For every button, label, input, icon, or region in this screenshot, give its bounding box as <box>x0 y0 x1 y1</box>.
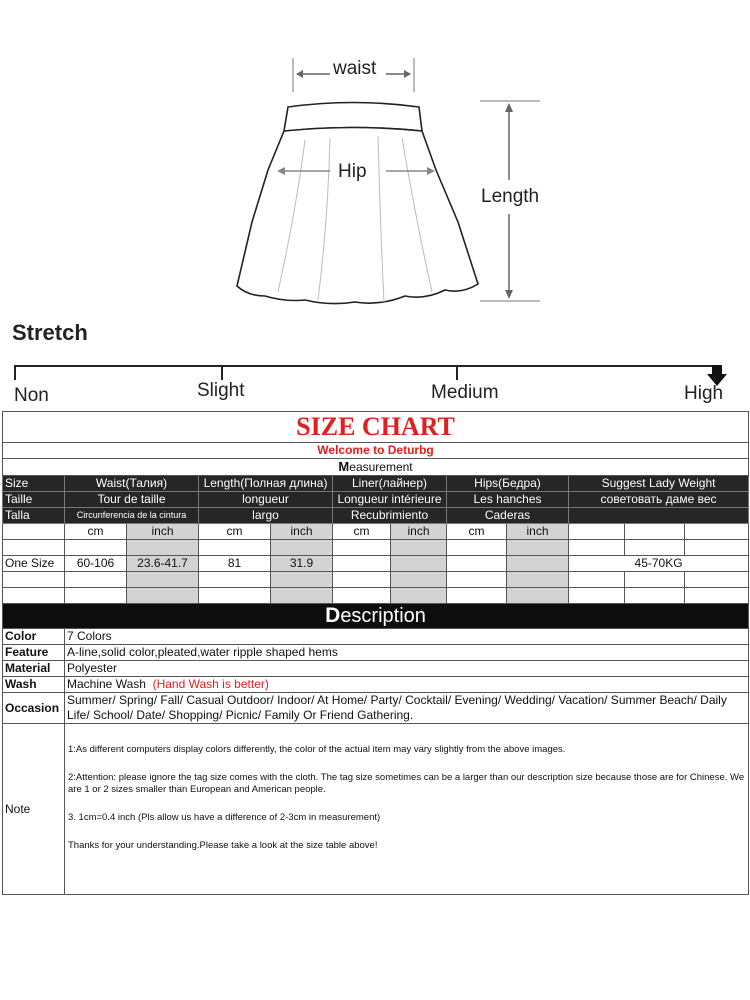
unit-cell: cm <box>65 524 127 540</box>
description-row-color <box>3 629 749 645</box>
note-item: Thanks for your understanding.Please take a look at the size table above! <box>68 840 378 851</box>
table-row <box>3 572 749 588</box>
material-value: Polyester <box>65 661 749 677</box>
occasion-label: Occasion <box>3 693 65 724</box>
header-row-fr <box>3 492 749 508</box>
size-value: One Size <box>3 556 65 572</box>
header-row-es <box>3 508 749 524</box>
header-liner: Liner(лайнер) <box>333 476 447 492</box>
unit-row <box>3 524 749 540</box>
header-es-size: Talla <box>3 508 65 524</box>
wash-note: (Hand Wash is better) <box>152 677 269 691</box>
length-label: Length <box>481 186 540 207</box>
unit-cell: cm <box>447 524 507 540</box>
unit-cell: inch <box>391 524 447 540</box>
unit-cell: inch <box>271 524 333 540</box>
stretch-level-slight: Slight <box>197 380 245 401</box>
welcome-text: Welcome to Deturbg <box>3 443 749 459</box>
measurement-heading: Measurement <box>3 459 749 476</box>
color-label: Color <box>3 629 65 645</box>
weight-value: 45-70KG <box>569 556 749 572</box>
header-fr-size: Taille <box>3 492 65 508</box>
occasion-value: Summer/ Spring/ Fall/ Casual Outdoor/ Indoor/ At Home/ Party/ Cocktail/ Evening/ Wedding/ Vacation/ Summer Beach/ Daily Life/ School/ Date/ Shopping/ Picnic/ Family Or Friend Gathering. <box>65 693 749 724</box>
table-row <box>3 540 749 556</box>
header-waist: Waist(Талия) <box>65 476 199 492</box>
unit-cell: cm <box>199 524 271 540</box>
skirt-measurement-diagram <box>0 0 750 320</box>
note-item: 2:Attention: please ignore the tag size comes with the cloth. The tag size sometimes can be a larger than our description size because those are for Chinese. We are 1 or 2 sizes smaller than European and American people. <box>68 772 745 795</box>
stretch-level-high: High <box>684 383 724 404</box>
waist-inch-value: 23.6-41.7 <box>127 556 199 572</box>
header-row-en <box>3 476 749 492</box>
unit-cell <box>685 524 749 540</box>
waist-label: waist <box>333 58 377 79</box>
header-es-weight <box>569 508 749 524</box>
unit-cell: inch <box>507 524 569 540</box>
unit-cell <box>3 524 65 540</box>
color-value: 7 Colors <box>65 629 749 645</box>
size-chart-title: SIZE CHART <box>3 412 749 443</box>
note-item: 1:As different computers display colors differently, the color of the actual item may vary slightly from the above images. <box>68 744 566 755</box>
hips-cm-value <box>447 556 507 572</box>
stretch-scale <box>0 318 750 408</box>
table-row <box>3 556 749 572</box>
size-chart-table <box>2 411 749 895</box>
header-es-waist: Circunferencia de la cintura <box>65 508 199 524</box>
header-fr-length: longueur <box>199 492 333 508</box>
stretch-level-medium: Medium <box>431 382 499 403</box>
header-es-hips: Caderas <box>447 508 569 524</box>
description-row-material <box>3 661 749 677</box>
description-row-occasion <box>3 693 749 724</box>
header-fr-liner: Longueur intérieure <box>333 492 447 508</box>
unit-cell: inch <box>127 524 199 540</box>
header-hips: Hips(Бедра) <box>447 476 569 492</box>
description-heading: Description <box>3 604 749 629</box>
wash-value: Machine Wash (Hand Wash is better) <box>65 677 749 693</box>
liner-inch-value <box>391 556 447 572</box>
header-es-length: largo <box>199 508 333 524</box>
skirt-outline-drawing <box>0 0 750 320</box>
table-row <box>3 588 749 604</box>
description-row-wash <box>3 677 749 693</box>
unit-cell <box>625 524 685 540</box>
feature-value: A-line,solid color,pleated,water ripple shaped hems <box>65 645 749 661</box>
description-row-note <box>3 724 749 895</box>
header-length: Length(Полная длина) <box>199 476 333 492</box>
header-fr-waist: Tour de taille <box>65 492 199 508</box>
stretch-level-non: Non <box>14 385 49 406</box>
feature-label: Feature <box>3 645 65 661</box>
length-cm-value: 81 <box>199 556 271 572</box>
note-text <box>65 724 749 895</box>
waist-cm-value: 60-106 <box>65 556 127 572</box>
stretch-scale-line <box>0 318 750 408</box>
note-label: Note <box>3 724 65 895</box>
stretch-title: Stretch <box>12 320 88 345</box>
hips-inch-value <box>507 556 569 572</box>
header-fr-weight: советовать даме вес <box>569 492 749 508</box>
description-row-feature <box>3 645 749 661</box>
hip-label: Hip <box>338 161 367 182</box>
material-label: Material <box>3 661 65 677</box>
header-weight: Suggest Lady Weight <box>569 476 749 492</box>
wash-label: Wash <box>3 677 65 693</box>
header-size: Size <box>3 476 65 492</box>
unit-cell <box>569 524 625 540</box>
liner-cm-value <box>333 556 391 572</box>
length-inch-value: 31.9 <box>271 556 333 572</box>
note-item: 3. 1cm=0.4 inch (Pls allow us have a difference of 2-3cm in measurement) <box>68 812 381 823</box>
header-fr-hips: Les hanches <box>447 492 569 508</box>
unit-cell: cm <box>333 524 391 540</box>
header-es-liner: Recubrimiento <box>333 508 447 524</box>
